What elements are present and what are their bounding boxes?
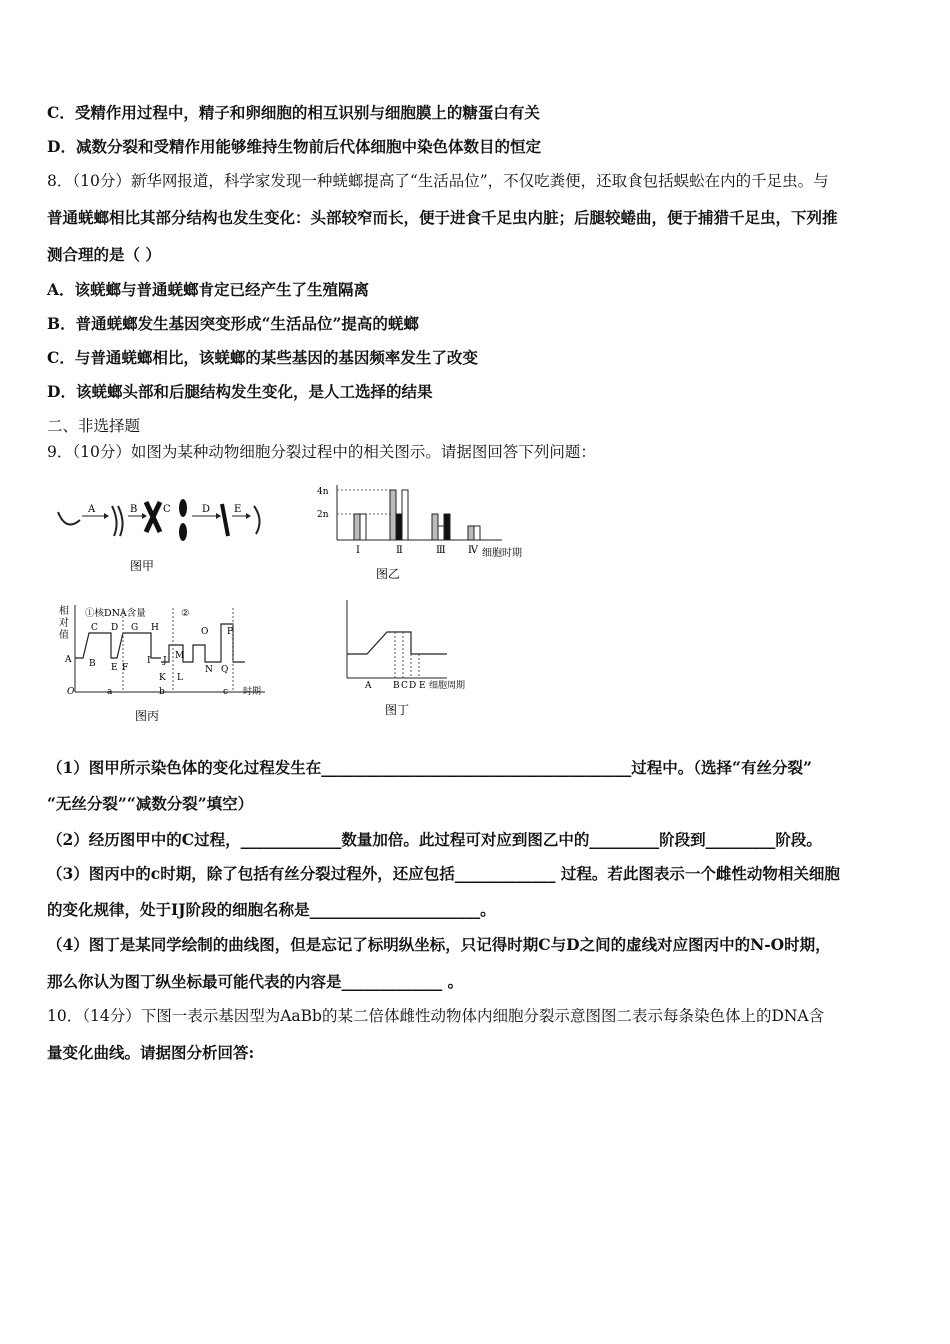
q9-part3-line1: （3）图丙中的c时期，除了包括有丝分裂过程外，还应包括_____________ 过程。若此图表示一个雌性动物相关细胞 — [47, 864, 840, 883]
fig-yi-caption: 图乙 — [376, 567, 401, 581]
fig-yi-bar — [354, 514, 360, 540]
fig-bing-point: H — [151, 623, 159, 633]
q7-option-c: C．受精作用过程中，精子和卵细胞的相互识别与细胞膜上的糖蛋白有关 — [47, 103, 540, 122]
fig-yi-bar — [438, 526, 444, 540]
q10-stem-line1: 10．（14分）下图一表示基因型为AaBb的某二倍体雌性动物体内细胞分裂示意图图二表示每条染色体上的DNA含 — [47, 1007, 825, 1025]
q9-stem: 9．（10分）如图为某种动物细胞分裂过程中的相关图示。请据图回答下列问题： — [47, 443, 596, 461]
fig-jia-letter-a: A — [88, 504, 96, 515]
figure-ding — [335, 598, 495, 723]
fig-yi-xtick-2: Ⅱ — [396, 545, 403, 556]
fig-yi-bar — [468, 526, 474, 540]
fig-yi-xlabel: 细胞时期 — [482, 548, 522, 559]
fig-ding-curve — [347, 632, 447, 654]
fig-ding-xtick: C — [401, 681, 408, 691]
fig-jia-caption: 图甲 — [130, 559, 155, 573]
fig-yi-xtick-4: Ⅳ — [468, 545, 478, 556]
fig-bing-point: N — [205, 665, 213, 675]
figure-jia — [50, 492, 280, 582]
fig-yi-bar — [360, 514, 366, 540]
q8-stem-line2: 普通蜣螂相比其部分结构也发生变化：头部较窄而长，便于进食千足虫内脏；后腿较蜷曲，便于捕猎千足虫，下列推 — [47, 208, 838, 227]
fig-bing-point: I — [147, 656, 151, 666]
fig-bing-seg-a: a — [107, 687, 113, 697]
fig-jia-letter-b: B — [130, 504, 138, 515]
fig-jia-letter-c: C — [163, 504, 171, 515]
fig-bing-point: M — [175, 651, 185, 661]
q10-stem-line2: 量变化曲线。请据图分析回答: — [47, 1043, 255, 1062]
fig-yi-bar — [444, 514, 450, 540]
fig-yi-ytick-2n: 2n — [317, 510, 329, 520]
fig-bing-seg-b: b — [159, 687, 165, 697]
fig-bing-origin: O — [67, 687, 75, 697]
fig-bing-xlabel: 时期 — [243, 687, 262, 697]
fig-bing-point: P — [227, 627, 234, 637]
q8-stem-line3: 测合理的是（ ） — [47, 245, 161, 264]
fig-bing-point: G — [131, 623, 139, 633]
fig-ding-caption: 图丁 — [385, 703, 410, 717]
fig-bing-point: Q — [221, 665, 229, 675]
q9-part3-line2: 的变化规律，处于IJ阶段的细胞名称是______________________。 — [47, 900, 496, 919]
fig-bing-ylabel-2: 对 — [59, 618, 69, 629]
figure-yi — [312, 480, 552, 585]
q8-option-a: A．该蜣螂与普通蜣螂肯定已经产生了生殖隔离 — [47, 280, 370, 299]
fig-bing-point: C — [91, 623, 98, 633]
fig-bing-point: J — [163, 656, 167, 666]
fig-bing-point: L — [177, 673, 183, 683]
fig-ding-xtick: E — [419, 681, 426, 691]
fig-yi-bar — [396, 514, 402, 540]
fig-bing-legend-2: ② — [181, 608, 190, 619]
fig-bing-legend-1: ①核DNA含量 — [85, 608, 146, 619]
fig-yi-bar — [390, 490, 396, 540]
fig-bing-ylabel-3: 值 — [59, 630, 69, 641]
fig-yi-bars — [354, 490, 480, 540]
fig-bing-point: O — [201, 627, 209, 637]
q8-option-c: C．与普通蜣螂相比，该蜣螂的某些基因的基因频率发生了改变 — [47, 348, 478, 367]
fig-bing-seg-c: c — [223, 687, 229, 697]
fig-bing-point: E — [111, 663, 118, 673]
fig-yi-xtick-1: Ⅰ — [356, 545, 360, 556]
q8-option-b: B．普通蜣螂发生基因突变形成“生活品位”提高的蜣螂 — [47, 314, 419, 333]
fig-bing-point: F — [122, 663, 129, 673]
fig-bing-point: K — [159, 673, 166, 683]
q8-stem-line1: 8．（10分）新华网报道，科学家发现一种蜣螂提高了“生活品位”，不仅吃粪便，还取食包括蜈蚣在内的千足虫。与 — [47, 172, 829, 190]
q9-part4-line1: （4）图丁是某同学绘制的曲线图，但是忘记了标明纵坐标，只记得时期C与D之间的虚线对应图丙中的N-O时期， — [47, 935, 831, 954]
fig-yi-xtick-3: Ⅲ — [436, 545, 446, 556]
fig-jia-letter-d: D — [202, 504, 211, 515]
fig-ding-xtick: D — [409, 681, 417, 691]
fig-ding-xtick: B — [393, 681, 400, 691]
fig-bing-curve-1 — [75, 633, 161, 658]
section-heading: 二、非选择题 — [47, 417, 141, 435]
fig-bing-point: B — [89, 659, 96, 669]
q9-part4-line2: 那么你认为图丁纵坐标最可能代表的内容是_____________ 。 — [47, 972, 464, 991]
fig-bing-caption: 图丙 — [135, 709, 160, 723]
fig-bing-point: A — [65, 655, 72, 665]
fig-bing-ylabel-1: 相 — [59, 606, 69, 617]
q9-part1-line1: （1）图甲所示染色体的变化过程发生在________________________________________过程中。（选择“有丝分裂” — [47, 758, 812, 777]
q9-part2: （2）经历图甲中的C过程，_____________数量加倍。此过程可对应到图乙中的_________阶段到_________阶段。 — [47, 830, 822, 849]
fig-yi-bar — [432, 514, 438, 540]
q8-option-d: D．该蜣螂头部和后腿结构发生变化，是人工选择的结果 — [47, 382, 433, 401]
fig-bing-point: D — [111, 623, 119, 633]
figure-bing — [55, 600, 280, 725]
fig-yi-bar — [474, 526, 480, 540]
fig-ding-xtick: A — [365, 681, 372, 691]
fig-yi-ytick-4n: 4n — [317, 487, 329, 497]
q7-option-d: D．减数分裂和受精作用能够维持生物前后代体细胞中染色体数目的恒定 — [47, 137, 541, 156]
fig-ding-xlabel: 细胞周期 — [429, 681, 466, 691]
fig-jia-letter-e: E — [234, 504, 242, 515]
q9-part1-line2: “无丝分裂”“减数分裂”填空） — [47, 794, 254, 813]
fig-yi-bar — [402, 490, 408, 540]
